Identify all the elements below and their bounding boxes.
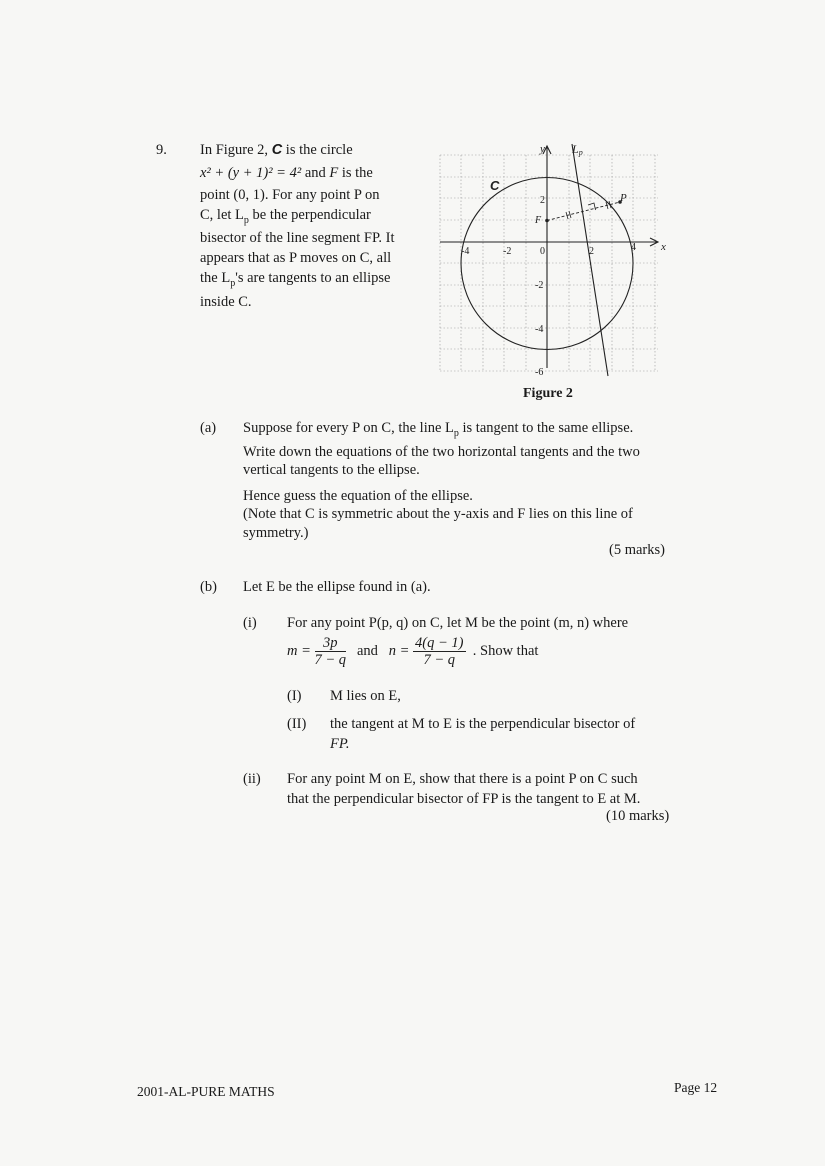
m-fraction xyxy=(315,635,347,668)
and-text: and xyxy=(356,642,378,659)
part-b-i-I-label: (I) xyxy=(287,688,302,704)
x-tick-label: -4 xyxy=(461,246,470,257)
part-a-line-1 xyxy=(243,418,633,444)
y-tick-label: -6 xyxy=(535,367,544,378)
y-tick-label: 2 xyxy=(540,195,545,206)
intro-line-4 xyxy=(200,205,371,231)
line-lp-label: Lp xyxy=(572,142,583,157)
point-p-label: P xyxy=(620,192,627,204)
question-number: 9. xyxy=(156,142,167,158)
circle-symbol: C xyxy=(271,142,283,158)
footer-page-number: Page 12 xyxy=(674,1080,718,1095)
part-a-label: (a) xyxy=(200,420,217,436)
n-numerator: 4(q − 1) xyxy=(415,635,464,651)
circle-label: C xyxy=(490,178,500,193)
y-tick-label: -2 xyxy=(535,280,544,291)
part-b-intro: Let E be the ellipse found in (a). xyxy=(243,579,431,595)
m-numerator: 3p xyxy=(315,635,347,652)
n-fraction xyxy=(413,635,465,668)
circle-equation: x² + (y + 1)² = 4² xyxy=(200,165,302,181)
x-tick-label: 2 xyxy=(589,246,594,257)
intro-text: is the circle xyxy=(285,142,353,158)
point-f xyxy=(545,219,549,223)
intro-text: be the perpendicular xyxy=(252,207,371,223)
part-a-text: is tangent to the same ellipse. xyxy=(462,420,634,436)
part-a-line-5: (Note that C is symmetric about the y-axis and F lies on this line of xyxy=(243,506,633,522)
intro-line-5: bisector of the line segment FP. It xyxy=(200,230,395,246)
n-denominator: 7 − q xyxy=(423,652,456,668)
part-b-i-II-text: the tangent at M to E is the perpendicular bisector of xyxy=(330,716,636,732)
intro-text: C, let L xyxy=(200,207,244,223)
part-b-i-formula xyxy=(287,635,538,668)
x-tick-label: 4 xyxy=(631,242,636,253)
part-b-i-I-text: M lies on E, xyxy=(330,688,401,704)
show-that-text: . Show that xyxy=(472,642,539,659)
subscript: p xyxy=(230,277,236,289)
part-a-line-2: Write down the equations of the two horizontal tangents and the two xyxy=(243,444,640,460)
m-denominator: 7 − q xyxy=(314,652,347,668)
y-tick-label: -4 xyxy=(535,324,544,335)
intro-text: is the xyxy=(341,165,373,181)
intro-line-3: point (0, 1). For any point P on xyxy=(200,187,380,203)
y-axis-label: y xyxy=(540,143,545,155)
figure-caption: Figure 2 xyxy=(523,386,573,401)
part-a-text: Suppose for every P on C, the line L xyxy=(243,420,454,436)
part-b-i-II-label: (II) xyxy=(287,716,307,732)
part-a-line-3: vertical tangents to the ellipse. xyxy=(243,462,420,478)
part-b-label: (b) xyxy=(200,579,217,595)
part-b-ii-line-1: For any point M on E, show that there is a point P on C such xyxy=(287,771,638,787)
m-equals: m = xyxy=(287,642,311,659)
x-axis-label: x xyxy=(661,241,666,253)
part-a-marks: (5 marks) xyxy=(609,542,665,558)
subscript: p xyxy=(453,427,459,439)
figure-2-graph xyxy=(436,140,666,380)
intro-line-1 xyxy=(200,140,353,160)
part-b-ii-marks: (10 marks) xyxy=(606,808,670,824)
part-b-ii-label: (ii) xyxy=(243,771,261,787)
n-equals: n = xyxy=(388,642,410,659)
intro-line-2 xyxy=(200,163,373,183)
footer-exam-title: 2001-AL-PURE MATHS xyxy=(137,1084,275,1099)
grid xyxy=(440,155,658,371)
part-a-line-6: symmetry.) xyxy=(243,525,309,541)
subscript: p xyxy=(243,214,249,226)
intro-line-7 xyxy=(200,268,390,294)
x-tick-label: 0 xyxy=(540,246,545,257)
part-b-i-II-text-2: FP. xyxy=(330,736,350,752)
intro-text: and xyxy=(304,165,326,181)
focus-symbol: F xyxy=(329,165,339,181)
part-b-i-line-1: For any point P(p, q) on C, let M be the point (m, n) where xyxy=(287,615,629,631)
intro-text: the L xyxy=(200,270,231,286)
point-f-label: F xyxy=(535,215,542,226)
part-a-line-4: Hence guess the equation of the ellipse. xyxy=(243,488,473,504)
intro-text: 's are tangents to an ellipse xyxy=(235,270,391,286)
intro-text: In Figure 2, xyxy=(200,142,269,158)
part-b-ii-line-2: that the perpendicular bisector of FP is the tangent to E at M. xyxy=(287,791,641,807)
intro-line-8: inside C. xyxy=(200,294,252,310)
x-tick-label: -2 xyxy=(503,246,512,257)
part-b-i-label: (i) xyxy=(243,615,257,631)
intro-line-6: appears that as P moves on C, all xyxy=(200,250,392,266)
